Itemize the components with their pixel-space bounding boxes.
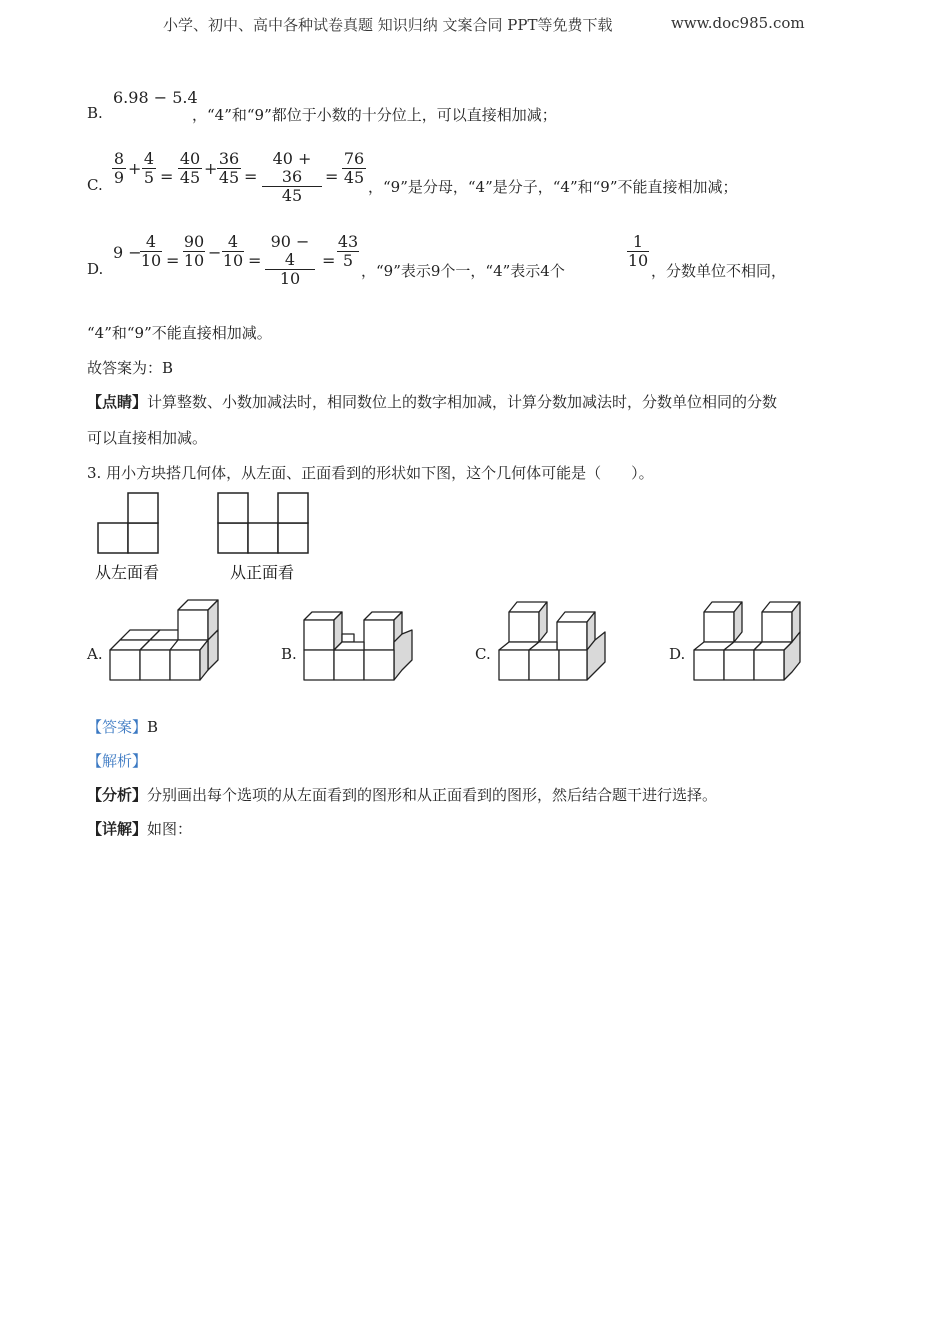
option-a-figure <box>108 598 220 682</box>
front-view-label: 从正面看 <box>230 563 295 582</box>
option-c-plus-1: + <box>128 159 142 178</box>
option-c-fraction-5: $\frac{40 + 36}{45}$ <box>262 150 322 205</box>
header-title: 小学、初中、高中各种试卷真题 知识归纳 文案合同 PPT等免费下载 <box>163 16 613 34</box>
option-d-minus: − <box>208 243 222 262</box>
fenxi-tag: 【分析】 <box>87 786 148 804</box>
option-d-fraction-1: $\frac{4}{10}$ <box>140 232 162 270</box>
option-c-fraction-2: $\frac{4}{5}$ <box>143 149 155 187</box>
xiangjie-line <box>87 818 192 839</box>
option-d-figure <box>692 600 804 682</box>
option-d-figure-label: D. <box>669 645 686 663</box>
left-view-label: 从左面看 <box>95 563 160 582</box>
option-d-equals-3: = <box>322 251 336 270</box>
fenxi-text: 分别画出每个选项的从左面看到的图形和从正面看到的图形，然后结合题干进行选择。 <box>147 786 718 804</box>
option-c-equals-1: = <box>160 167 174 186</box>
answer-line-2 <box>87 716 158 737</box>
option-c-fraction-6: $\frac{76}{45}$ <box>343 149 365 187</box>
option-d-explanation-2: ，分数单位不相同， <box>651 262 787 280</box>
option-b-explanation: ，“4”和“9”都位于小数的十分位上，可以直接相加减； <box>192 106 557 124</box>
answer-value: B <box>147 718 159 736</box>
option-c-figure-label: C. <box>475 645 491 663</box>
option-c-label: C. <box>87 176 103 194</box>
option-a-figure-label: A. <box>87 645 103 663</box>
option-d-fraction-3: $\frac{4}{10}$ <box>222 232 244 270</box>
xiangjie-tag: 【详解】 <box>87 820 148 838</box>
option-c-fraction-3: $\frac{40}{45}$ <box>179 149 201 187</box>
option-c-fraction-1: $\frac{8}{9}$ <box>113 149 125 187</box>
dianjing-text: 计算整数、小数加减法时，相同数位上的数字相加减，计算分数加减法时，分数单位相同的分数 <box>147 393 778 411</box>
option-d-equals-2: = <box>248 251 262 270</box>
option-b-expression: 6.98 − 5.4 <box>113 88 198 107</box>
left-view-figure <box>97 492 161 554</box>
option-d-explanation-1: ，“9”表示9个一，“4”表示4个 <box>361 262 565 280</box>
option-c-equals-3: = <box>325 167 339 186</box>
option-d-equals-1: = <box>166 251 180 270</box>
option-b-figure-label: B. <box>281 645 297 663</box>
dianjing-tag: 【点睛】 <box>87 393 148 411</box>
dianjing-line-2: 可以直接相加减。 <box>87 429 208 447</box>
question-3: 3. 用小方块搭几何体，从左面、正面看到的形状如下图，这个几何体可能是（ ）。 <box>87 464 654 482</box>
option-d-fraction-6: $\frac{1}{10}$ <box>627 232 649 270</box>
option-b-figure <box>302 608 414 682</box>
header-url[interactable]: www.doc985.com <box>671 14 805 32</box>
option-c-explanation: ，“9”是分母，“4”是分子，“4”和“9”不能直接相加减； <box>368 178 738 196</box>
answer-line: 故答案为：B <box>87 359 174 377</box>
fenxi-line <box>87 784 717 805</box>
xiangjie-text: 如图： <box>147 820 193 838</box>
option-b-label: B. <box>87 104 103 122</box>
option-c-figure <box>497 600 609 682</box>
option-d-fraction-5: $\frac{43}{5}$ <box>337 232 359 270</box>
option-c-plus-2: + <box>204 159 218 178</box>
option-d-fraction-2: $\frac{90}{10}$ <box>183 232 205 270</box>
dianjing-line-1 <box>87 391 777 412</box>
option-d-whole: 9 − <box>113 243 142 262</box>
option-c-equals-2: = <box>244 167 258 186</box>
option-c-fraction-4: $\frac{36}{45}$ <box>218 149 240 187</box>
front-view-figure <box>217 492 313 554</box>
answer-tag: 【答案】 <box>87 718 148 736</box>
option-d-continuation: “4”和“9”不能直接相加减。 <box>87 324 272 342</box>
option-d-fraction-4: $\frac{90 - 4}{10}$ <box>265 233 315 288</box>
option-d-label: D. <box>87 260 104 278</box>
analysis-tag: 【解析】 <box>87 752 148 770</box>
